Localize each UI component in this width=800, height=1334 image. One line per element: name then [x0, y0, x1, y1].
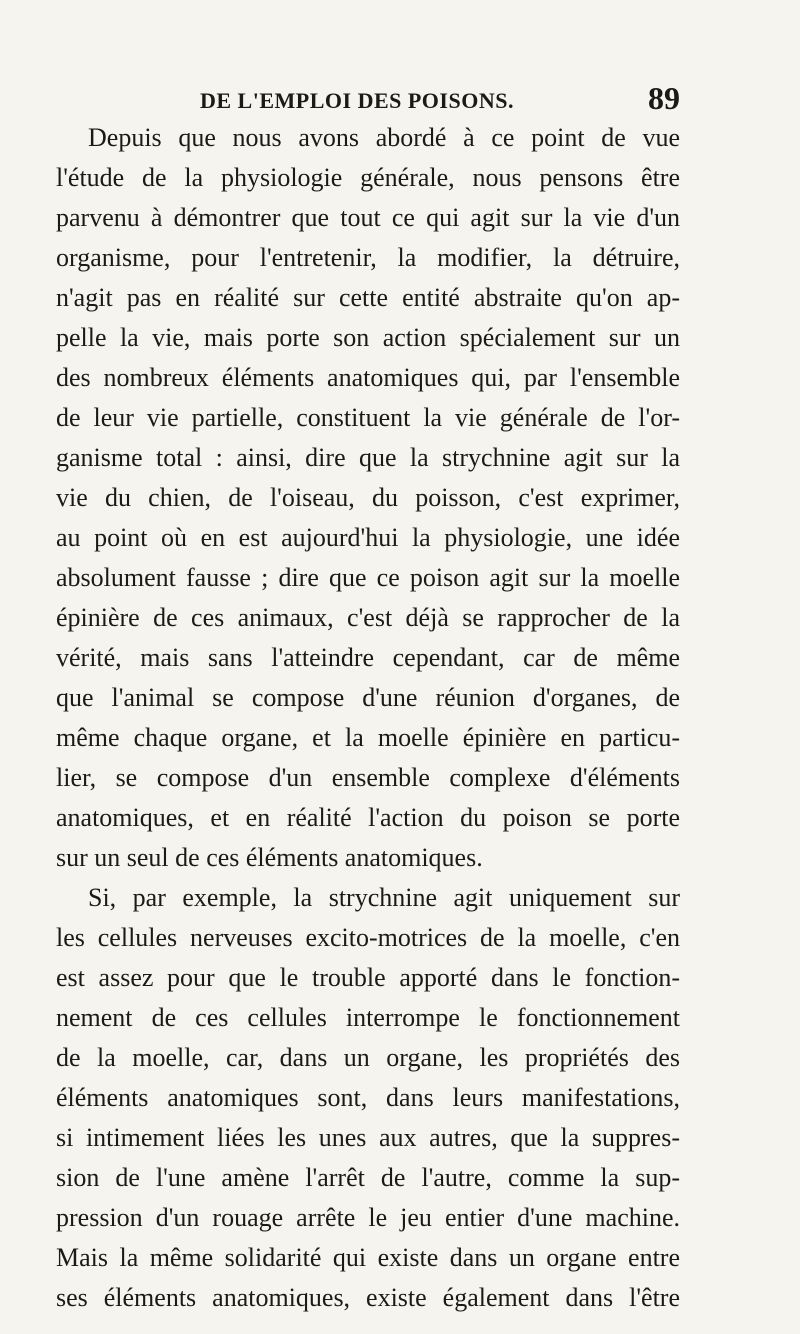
- text-line: sion de l'une amène l'arrêt de l'autre, comme la sup-: [56, 1163, 680, 1192]
- text-line: que l'animal se compose d'une réunion d'organes, de: [56, 683, 680, 712]
- text-line: vérité, mais sans l'atteindre cependant, car de même: [56, 643, 680, 672]
- text-line: Depuis que nous avons abordé à ce point de vue: [88, 123, 680, 152]
- text-line: les cellules nerveuses excito-motrices de la moelle, c'en: [56, 923, 680, 952]
- text-line: de leur vie partielle, constituent la vie générale de l'or-: [56, 403, 680, 432]
- text-line: Si, par exemple, la strychnine agit uniquement sur: [88, 883, 680, 912]
- text-line: épinière de ces animaux, c'est déjà se rapprocher de la: [56, 603, 680, 632]
- page-header: [200, 80, 680, 120]
- text-line: absolument fausse ; dire que ce poison agit sur la moelle: [56, 563, 680, 592]
- text-line: éléments anatomiques sont, dans leurs manifestations,: [56, 1083, 680, 1112]
- text-line: vie du chien, de l'oiseau, du poisson, c'est exprimer,: [56, 483, 680, 512]
- text-line: lier, se compose d'un ensemble complexe d'éléments: [56, 763, 680, 792]
- text-line: des nombreux éléments anatomiques qui, par l'ensemble: [56, 363, 680, 392]
- body-text: [56, 118, 680, 1318]
- text-line: anatomiques, et en réalité l'action du poison se porte: [56, 803, 680, 832]
- page-number: 89: [648, 80, 680, 116]
- text-line: parvenu à démontrer que tout ce qui agit sur la vie d'un: [56, 203, 680, 232]
- text-line: ganisme total : ainsi, dire que la strychnine agit sur la: [56, 443, 680, 472]
- text-line: pression d'un rouage arrête le jeu entier d'une machine.: [56, 1203, 680, 1232]
- text-line: sur un seul de ces éléments anatomiques.: [56, 843, 483, 872]
- running-title: DE L'EMPLOI DES POISONS.: [200, 88, 514, 113]
- text-line: si intimement liées les unes aux autres, que la suppres-: [56, 1123, 680, 1152]
- text-line: n'agit pas en réalité sur cette entité abstraite qu'on ap-: [56, 283, 680, 312]
- text-line: même chaque organe, et la moelle épinière en particu-: [56, 723, 680, 752]
- text-line: nement de ces cellules interrompe le fonctionnement: [56, 1003, 680, 1032]
- text-line: est assez pour que le trouble apporté dans le fonction-: [56, 963, 680, 992]
- text-line: de la moelle, car, dans un organe, les propriétés des: [56, 1043, 680, 1072]
- text-line: Mais la même solidarité qui existe dans un organe entre: [56, 1243, 680, 1272]
- text-line: pelle la vie, mais porte son action spécialement sur un: [56, 323, 680, 352]
- text-line: au point où en est aujourd'hui la physiologie, une idée: [56, 523, 680, 552]
- text-line: l'étude de la physiologie générale, nous pensons être: [56, 163, 680, 192]
- text-line: organisme, pour l'entretenir, la modifier, la détruire,: [56, 243, 680, 272]
- text-line: ses éléments anatomiques, existe également dans l'être: [56, 1283, 680, 1312]
